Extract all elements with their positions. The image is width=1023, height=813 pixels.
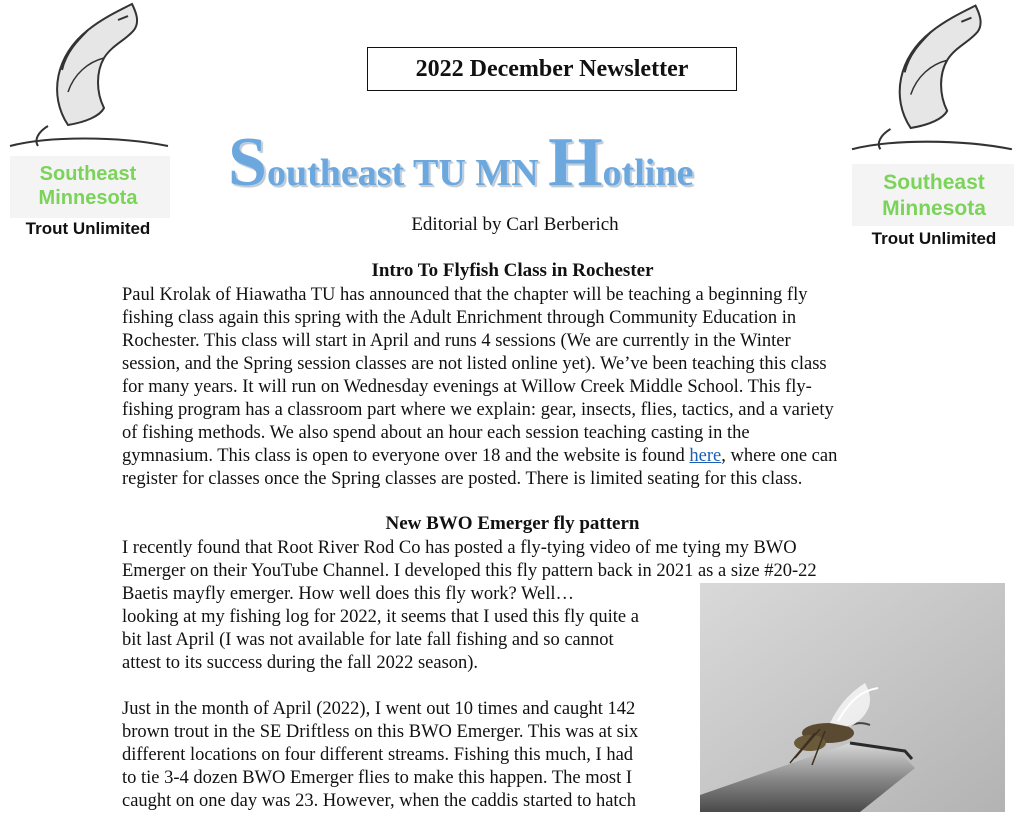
logo-left-line2: Minnesota [38,187,138,209]
section1-line: register for classes once the Spring classes are posted. There is limited seating for this class. [122,469,803,489]
section1-body [122,284,912,491]
section2-line: different locations on four different streams. Fishing this much, I had [122,745,634,765]
logo-right-line2: Minnesota [882,197,986,220]
logo-right [850,0,1020,252]
section1-line8-before: gymnasium. This class is open to everyone over 18 and the website is found [122,446,690,466]
section1-heading: Intro To Flyfish Class in Rochester [371,260,654,281]
section2-heading: New BWO Emerger fly pattern [385,513,640,534]
section1-line: Paul Krolak of Hiawatha TU has announced that the chapter will be teaching a beginning fly [122,285,808,305]
masthead-outheast: outheast [266,152,405,194]
section2-line: to tie 3-4 dozen BWO Emerger flies to make this happen. The most I [122,768,632,788]
section1-line: of fishing methods. We also spend about an hour each session teaching casting in the [122,423,750,443]
masthead-s: S [228,124,267,201]
section2-intro [122,537,912,583]
section1-line: fishing program has a classroom part where we explain: gear, insects, flies, tactics, and a variety [122,400,834,420]
section1-line8-after: , where one can [721,446,838,466]
section2-line: Just in the month of April (2022), I went out 10 times and caught 142 [122,699,636,719]
section1-line: for many years. It will run on Wednesday evenings at Willow Creek Middle School. This fly- [122,377,812,397]
section2-line: Emerger on their YouTube Channel. I developed this fly pattern back in 2021 as a size #20-22 [122,561,817,581]
section2-line: looking at my fishing log for 2022, it seems that I used this fly quite a [122,607,639,627]
logo-right-line3: Trout Unlimited [871,229,997,248]
section2-para2 [122,698,692,813]
section1-line: fishing class again this spring with the Adult Enrichment through Community Education in [122,308,797,328]
section2-para1 [122,583,692,675]
editorial-byline: Editorial by Carl Berberich [411,214,619,235]
masthead-title [228,124,808,201]
newsletter-title: 2022 December Newsletter [367,47,737,91]
section2-line: brown trout in the SE Driftless on this BWO Emerger. This was at six [122,722,639,742]
masthead-tu-mn: TU MN [404,152,549,194]
class-website-link[interactable]: here [689,446,722,466]
section2-line: I recently found that Root River Rod Co has posted a fly-tying video of me tying my BWO [122,538,797,558]
logo-right-line1: Southeast [883,171,985,194]
logo-left-line3: Trout Unlimited [25,219,151,238]
section1-line: session, and the Spring session classes are not listed online yet). We’ve been teaching this class [122,354,827,374]
section1-line [122,445,912,468]
section2-line: Baetis mayfly emerger. How well does this fly work? Well… [122,584,575,604]
masthead-h: H [548,124,603,201]
section1-line: Rochester. This class will start in April and runs 4 sessions (We are currently in the Winter [122,331,791,351]
section2-line: caught on one day was 23. However, when the caddis started to hatch [122,791,637,811]
logo-left-line1: Southeast [39,163,137,185]
masthead-otline: otline [602,152,694,194]
trout-logo-icon [850,0,1020,165]
trout-logo-icon [8,0,176,160]
bwo-emerger-fly-photo [700,583,1005,812]
section2-line: bit last April (I was not available for late fall fishing and so cannot [122,630,614,650]
section2-line: attest to its success during the fall 2022 season). [122,653,479,673]
logo-left [8,0,176,245]
